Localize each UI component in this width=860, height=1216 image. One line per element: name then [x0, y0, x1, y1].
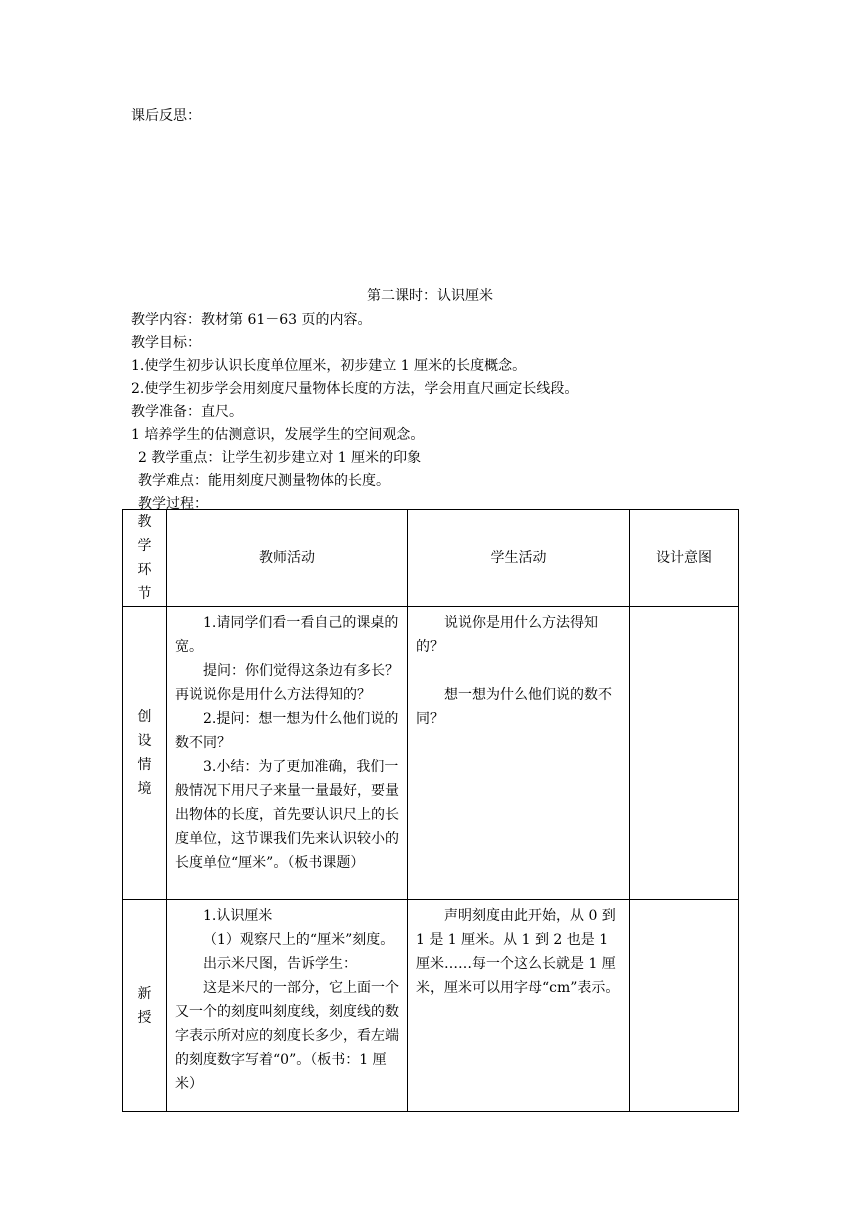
header-student: 学生活动: [408, 510, 630, 607]
table-row: [123, 607, 739, 900]
lesson-title: 第二课时：认识厘米: [367, 288, 493, 304]
reflection-label: 课后反思：: [131, 108, 201, 124]
design-intent-cell: [630, 900, 739, 1112]
table-row: [123, 900, 739, 1112]
objective-2: 2.使学生初步学会用刻度尺量物体长度的方法，学会用直尺画定长线段。: [131, 381, 579, 397]
header-intent: 设计意图: [630, 510, 739, 607]
student-activity-cell: 说说你是用什么方法得知的？ 想一想为什么他们说的数不同？: [408, 607, 630, 900]
student-activity-cell: 声明刻度由此开始，从 0 到 1 是 1 厘米。从 1 到 2 也是 1 厘米……每一个这么长就是 1 厘米，厘米可以用字母“cm”表示。: [408, 900, 630, 1112]
header-teacher: 教师活动: [167, 510, 408, 607]
objective-1: 1.使学生初步认识长度单位厘米，初步建立 1 厘米的长度概念。: [131, 358, 527, 374]
process-heading: 教学过程：: [138, 496, 208, 512]
stage-cell: 创设情境: [123, 607, 167, 900]
design-intent-cell: [630, 607, 739, 900]
content-line: 教学内容：教材第 61－63 页的内容。: [131, 312, 372, 328]
objectives-heading: 教学目标：: [131, 335, 201, 351]
teacher-activity-cell: 1.认识厘米 （1）观察尺上的“厘米”刻度。 出示米尺图，告诉学生： 这是米尺的一部分，它上面一个又一个的刻度叫刻度线，刻度线的数字表示所对应的刻度长多少，看左端的刻度数字写着“0”。（板书：1 厘米）: [167, 900, 408, 1112]
header-stage: 教学环节: [123, 510, 167, 607]
lesson-process-table: [122, 509, 739, 1112]
teacher-activity-cell: 1.请同学们看一看自己的课桌的宽。 提问：你们觉得这条边有多长？再说说你是用什么方法得知的？ 2.提问：想一想为什么他们说的数不同？ 3.小结：为了更加准确，我们一般情况下用尺子来量一量最好，要量出物体的长度，首先要认识尺上的长度单位，这节课我们先来认识较小的长度单位“厘米”。（板书课题）: [167, 607, 408, 900]
stage-cell: 新授: [123, 900, 167, 1112]
preparation-line: 教学准备：直尺。: [131, 404, 243, 420]
goal-line: 1 培养学生的估测意识，发展学生的空间观念。: [131, 427, 425, 443]
table-header-row: [123, 510, 739, 607]
key-point-line: 2 教学重点：让学生初步建立对 1 厘米的印象: [138, 450, 422, 466]
difficulty-line: 教学难点：能用刻度尺测量物体的长度。: [138, 473, 390, 489]
